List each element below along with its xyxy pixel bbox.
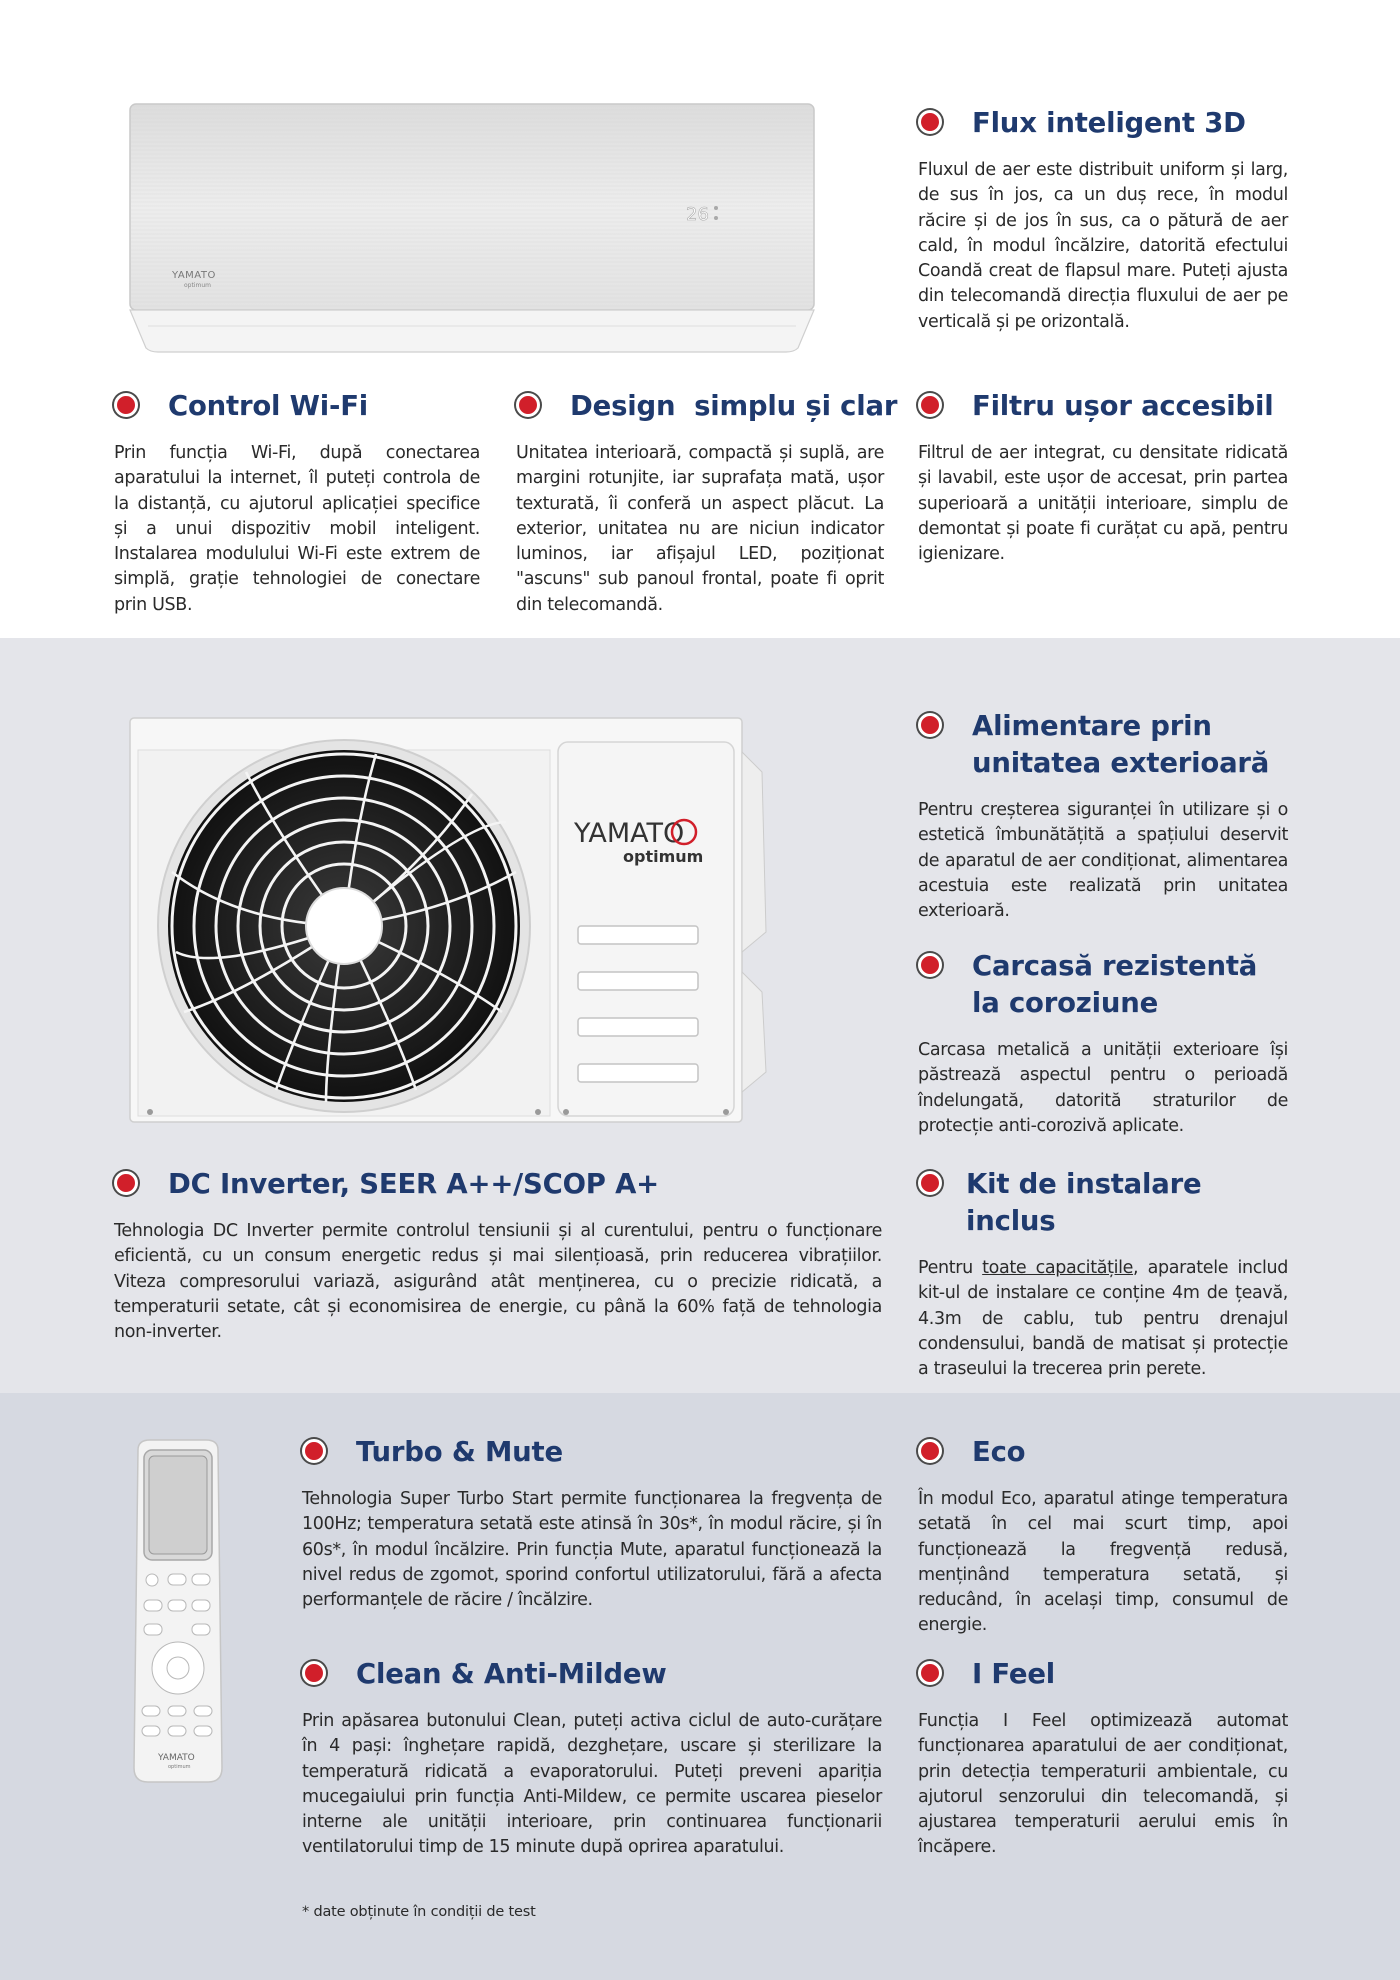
feature-title: I Feel [972, 1658, 1056, 1690]
indoor-unit-image [126, 100, 820, 356]
outdoor-unit-image [126, 712, 806, 1130]
feature-title: Turbo & Mute [356, 1436, 563, 1468]
bullet-icon [918, 1661, 942, 1685]
outdoor-logo: YAMATO [574, 818, 685, 849]
feature-title: Kit de instalare inclus [966, 1168, 1202, 1237]
feature-wifi [114, 388, 480, 618]
bullet-icon [516, 393, 540, 417]
feature-title: Filtru ușor accesibil [972, 390, 1274, 422]
feature-text: Carcasa metalică a unității exterioare își păstrează aspectul pentru o perioadă îndelungată, datorită straturilor de protecție anti-corozivă aplicate. [918, 1040, 1288, 1136]
feature-eco [918, 1434, 1288, 1639]
indoor-display: 26 [686, 204, 709, 225]
kit-text-underlined: toate capacitățile [982, 1258, 1134, 1278]
feature-text: Fluxul de aer este distribuit uniform și larg, de sus în jos, ca un duș rece, în modul răcire și de jos în sus, ca o pătură de aer cald, în modul încălzire, datorită efectului Coandă creat de flapsul mare. Puteți ajusta din telecomandă direcția fluxului de aer pe verticală și pe orizontală. [918, 160, 1288, 332]
feature-title: Flux inteligent 3D [972, 107, 1246, 139]
feature-design [516, 388, 898, 618]
feature-text: Funcția I Feel optimizează automat funcționarea aparatului de aer condiționat, prin detecția temperaturii ambientale, cu ajutorul senzorului din telecomandă, și ajustarea temperaturii aerului emis în încăpere. [918, 1711, 1288, 1858]
feature-inverter [114, 1166, 882, 1345]
bullet-icon [114, 393, 138, 417]
feature-kit [918, 1166, 1288, 1382]
feature-filtru [918, 388, 1288, 567]
remote-control-image [130, 1438, 226, 1784]
feature-flux-3d [918, 105, 1288, 335]
feature-title [972, 948, 1257, 1022]
feature-carcasa [918, 948, 1288, 1139]
bullet-icon [918, 713, 942, 737]
bullet-icon [918, 393, 942, 417]
feature-text: Prin funcția Wi-Fi, după conectarea aparatului la internet, îl puteți controla de la distanță, cu ajutorul aplicației specifice și a unui dispozitiv mobil inteligent. Instalarea modulului Wi-Fi este extrem de simplă, grație tehnologiei de conectare prin USB. [114, 443, 480, 615]
feature-turbo-mute [302, 1434, 882, 1613]
feature-title: Control Wi-Fi [168, 390, 369, 422]
feature-text: Prin apăsarea butonului Clean, puteți activa ciclul de auto-curățare în 4 pași: înghețare rapidă, dezghețare, uscare și sterilizare la temperatură ridicată a evaporatorului. Puteți preveni apariția mucegaiului prin funcția Anti-Mildew, ce permite uscarea pieselor interne ale unității interioare, prin continuarea funcționarii ventilatorului timp de 15 minute după oprirea aparatului. [302, 1711, 882, 1858]
feature-text: Filtrul de aer integrat, cu densitate ridicată și lavabil, este ușor de accesat, prin partea superioară a unității interioare, simplu de demontat și poate fi curățat cu apă, pentru igienizare. [918, 443, 1288, 565]
feature-title: Design simplu și clar [570, 390, 898, 422]
feature-clean [302, 1656, 882, 1861]
bullet-icon [114, 1171, 138, 1195]
kit-text-after: , aparatele includ kit-ul de instalare ce conține 4m de țeavă, 4.3m de cablu, tub pentru drenajul condensului, bandă de matisat și protecție a traseului la trecerea prin perete. [918, 1258, 1288, 1380]
feature-title-line2: unitatea exterioară [972, 747, 1270, 779]
indoor-logo-sub: optimum [184, 282, 211, 289]
feature-title [972, 708, 1269, 782]
bullet-icon [918, 110, 942, 134]
feature-title-line2: la coroziune [972, 987, 1159, 1019]
footnote: * date obținute în condiții de test [302, 1904, 536, 1920]
feature-text: Unitatea interioară, compactă și suplă, are margini rotunjite, iar suprafața mată, ușor texturată, îi conferă un aspect plăcut. La exterior, unitatea nu are niciun indicator luminos, iar afișajul LED, poziționat "ascuns" sub panoul frontal, poate fi oprit din telecomandă. [516, 443, 884, 615]
kit-text-before: Pentru [918, 1258, 983, 1278]
bullet-icon [918, 1171, 942, 1195]
bullet-icon [302, 1661, 326, 1685]
feature-title: DC Inverter, SEER A++/SCOP A+ [168, 1168, 660, 1200]
feature-text: Pentru creșterea siguranței în utilizare și o estetică îmbunătățită a spațiului deservit de aparatul de aer condiționat, alimentarea acestuia este realizată prin unitatea exterioară. [918, 800, 1288, 922]
bullet-icon [302, 1439, 326, 1463]
feature-title: Eco [972, 1436, 1026, 1468]
feature-title: Clean & Anti-Mildew [356, 1658, 667, 1690]
bullet-icon [918, 1439, 942, 1463]
feature-text [918, 1256, 1288, 1382]
feature-text: În modul Eco, aparatul atinge temperatura setată în cel mai scurt timp, apoi funcționează la fregvență redusă, menținând temperatura setată, și reducând, în același timp, consumul de energie. [918, 1489, 1288, 1636]
feature-text: Tehnologia DC Inverter permite controlul tensiunii și al curentului, pentru o funcționare eficientă, cu un consum energetic redus și mai silențioasă, prin reducerea vibrațiilor. Viteza compresorului variază, asigurând atât menținerea, cu o precizie ridicată, a temperaturii setate, cât și economisirea de energie, cu până la 60% față de tehnologia non-inverter. [114, 1221, 882, 1343]
feature-title-line1: Carcasă rezistentă [972, 950, 1258, 982]
feature-text: Tehnologia Super Turbo Start permite funcționarea la fregvența de 100Hz; temperatura setată este atinsă în 30s*, în modul răcire, și în 60s*, în modul încălzire. Prin funcția Mute, aparatul funcționează la nivel redus de zgomot, sporind confortul utilizatorului, fără a afecta performanțele de răcire / încălzire. [302, 1489, 882, 1611]
feature-alimentare [918, 708, 1288, 924]
remote-logo-sub: optimum [168, 1764, 191, 1770]
feature-i-feel [918, 1656, 1288, 1861]
indoor-logo: YAMATO [172, 270, 216, 281]
feature-title-line1: Alimentare prin [972, 710, 1212, 742]
outdoor-logo-sub: optimum [623, 847, 704, 866]
bullet-icon [918, 953, 942, 977]
remote-logo: YAMATO [158, 1753, 195, 1763]
